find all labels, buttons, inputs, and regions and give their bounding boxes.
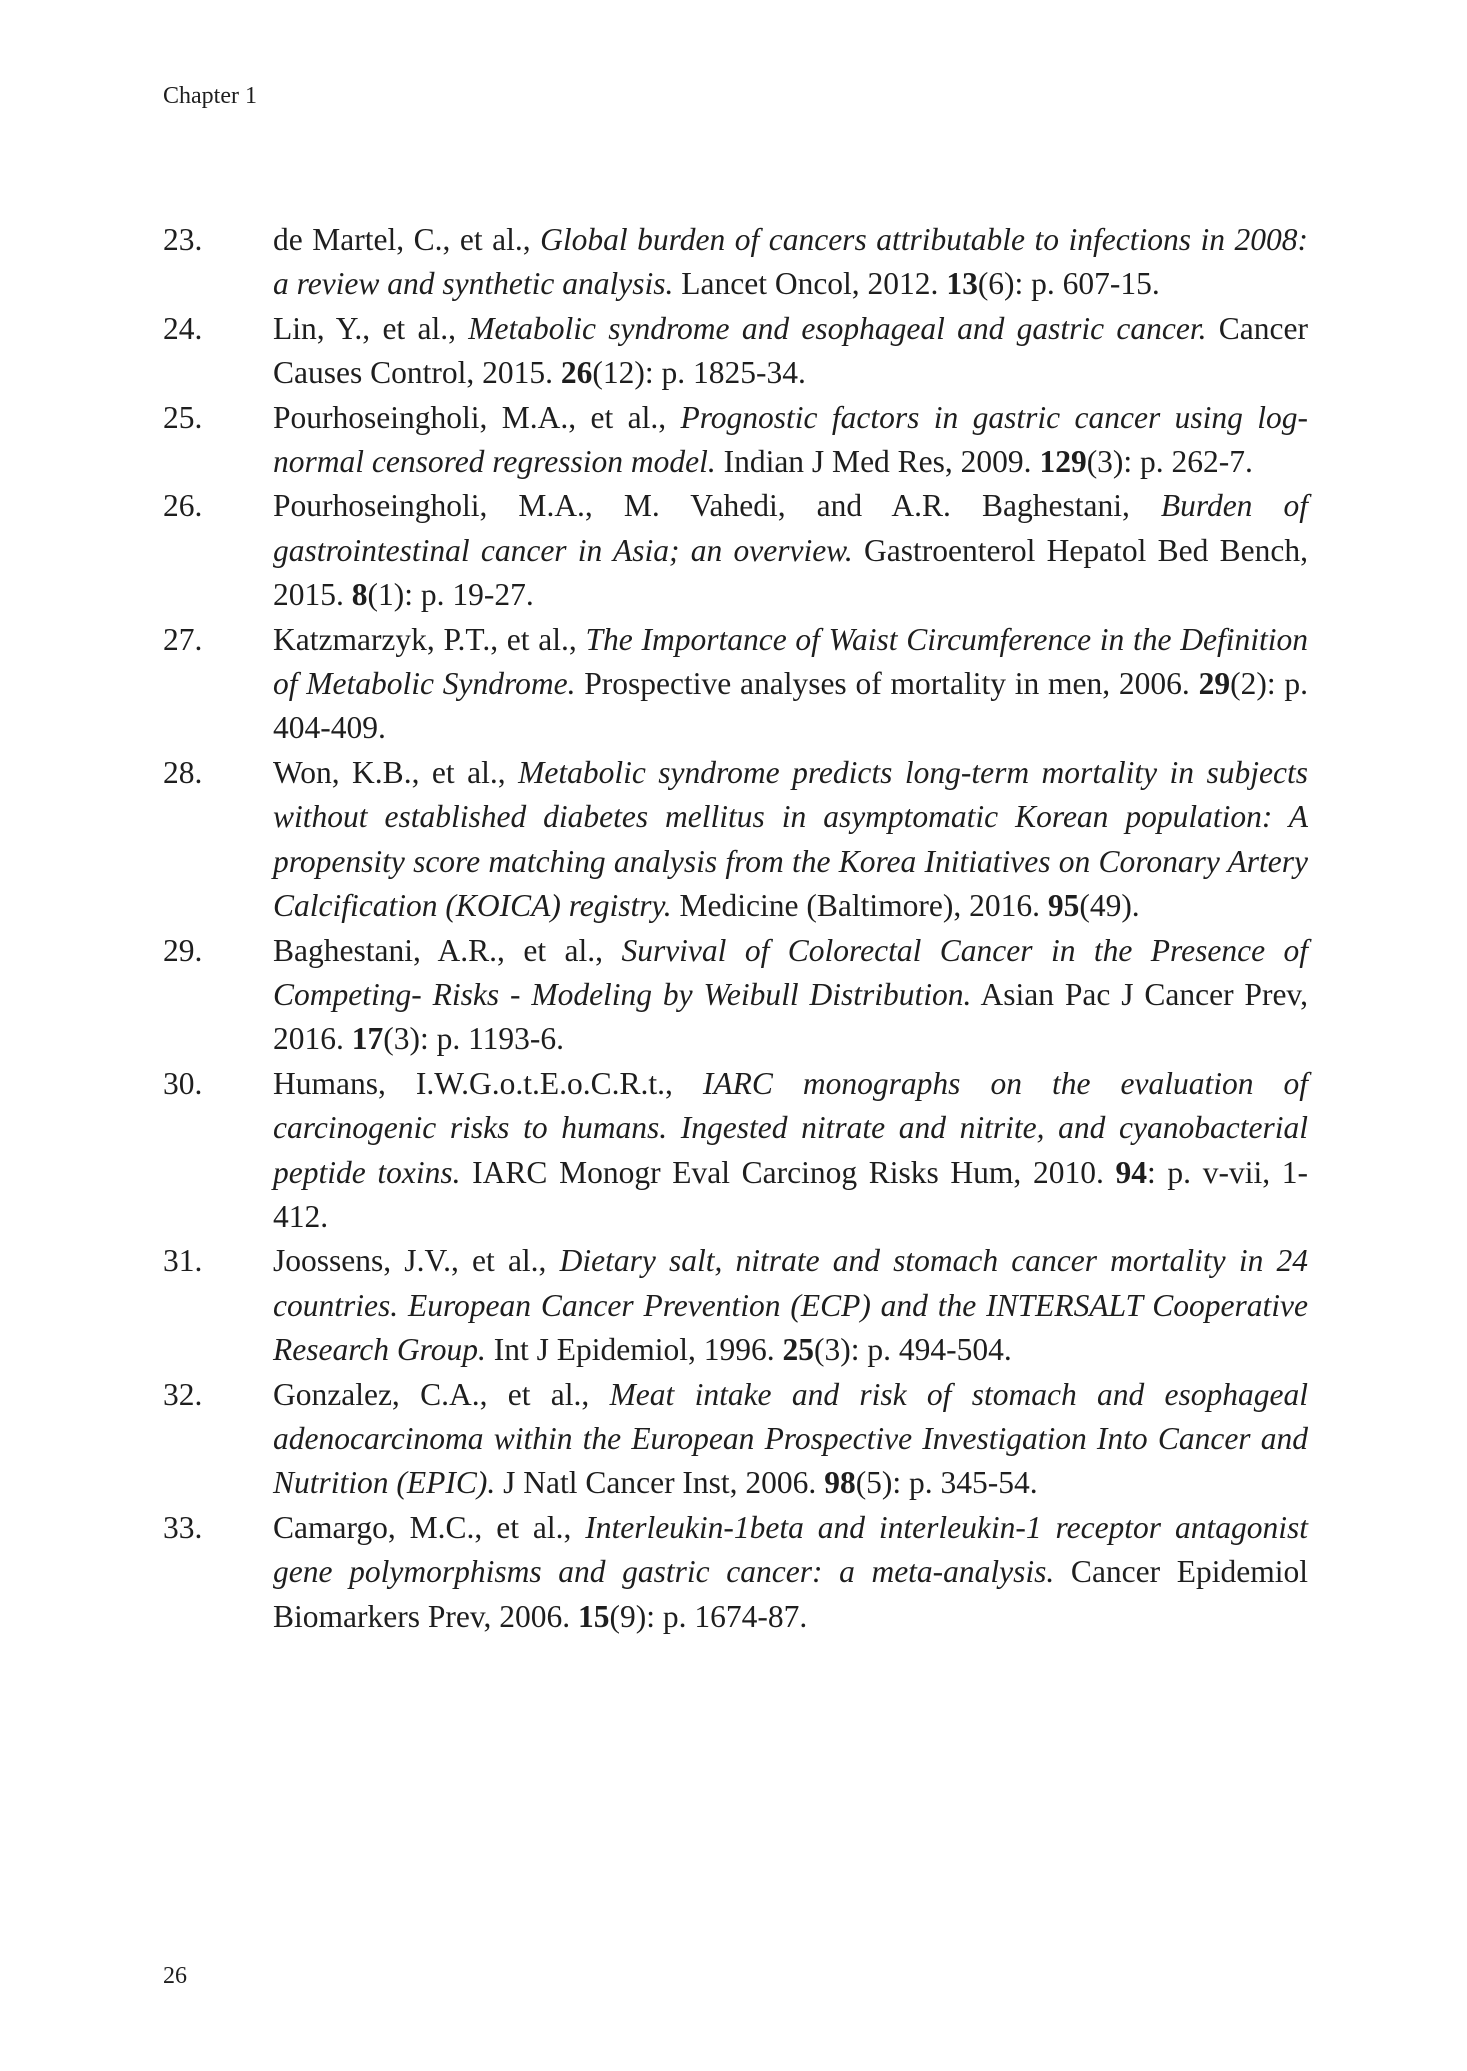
reference-title: Metabolic syndrome predicts long-term mortality in subjects without established diabetes mellitus in asymptomatic Korean population: A propensity score matching analysis from the Korea Initiatives on Coronary Artery Calcification (KOICA) registry. bbox=[273, 754, 1308, 924]
reference-list bbox=[163, 218, 1308, 1639]
reference-item bbox=[163, 307, 1308, 396]
reference-journal: Lancet Oncol, 2012. bbox=[673, 266, 947, 302]
reference-authors: Lin, Y., et al., bbox=[273, 310, 469, 346]
reference-pages: (3): p. 494-504. bbox=[813, 1332, 1012, 1368]
reference-title: Metabolic syndrome and esophageal and gastric cancer. bbox=[468, 310, 1207, 346]
reference-item bbox=[163, 618, 1308, 751]
reference-authors: Baghestani, A.R., et al., bbox=[273, 932, 622, 968]
reference-item bbox=[163, 218, 1308, 307]
page-number: 26 bbox=[163, 1963, 187, 1989]
reference-title: Prognostic factors in gastric cancer using log-normal censored regression model. bbox=[273, 399, 1308, 480]
reference-number: 30. bbox=[163, 1065, 203, 1101]
reference-item bbox=[163, 929, 1308, 1062]
running-head: Chapter 1 bbox=[163, 83, 257, 109]
reference-journal: Cancer Epidemiol Biomarkers Prev, 2006. bbox=[273, 1554, 1308, 1634]
reference-number: 33. bbox=[163, 1509, 203, 1545]
reference-volume: 25 bbox=[782, 1332, 814, 1368]
reference-pages: (49). bbox=[1079, 888, 1140, 924]
reference-journal: Cancer Causes Control, 2015. bbox=[273, 310, 1308, 391]
reference-pages: (6): p. 607-15. bbox=[977, 266, 1160, 302]
reference-item bbox=[163, 1373, 1308, 1506]
reference-journal: Prospective analyses of mortality in men, 2006. bbox=[575, 666, 1199, 702]
reference-authors: Pourhoseingholi, M.A., et al., bbox=[273, 399, 681, 435]
reference-title: Dietary salt, nitrate and stomach cancer mortality in 24 countries. European Cancer Prevention (ECP) and the INTERSALT Cooperative Research Group. bbox=[273, 1243, 1308, 1368]
reference-number: 23. bbox=[163, 222, 203, 257]
reference-pages: (9): p. 1674-87. bbox=[609, 1598, 808, 1634]
reference-volume: 8 bbox=[351, 577, 368, 613]
reference-item bbox=[163, 1239, 1308, 1372]
reference-authors: Won, K.B., et al., bbox=[273, 754, 519, 790]
reference-journal: Int J Epidemiol, 1996. bbox=[485, 1332, 783, 1368]
reference-number: 26. bbox=[163, 488, 203, 524]
reference-item bbox=[163, 484, 1308, 617]
reference-text bbox=[273, 751, 1308, 929]
reference-volume: 95 bbox=[1047, 888, 1080, 924]
reference-text bbox=[273, 1062, 1308, 1240]
reference-authors: Gonzalez, C.A., et al., bbox=[273, 1376, 610, 1412]
reference-text bbox=[273, 307, 1308, 396]
reference-volume: 17 bbox=[351, 1021, 384, 1057]
reference-authors: Joossens, J.V., et al., bbox=[273, 1243, 560, 1279]
reference-authors: Camargo, M.C., et al., bbox=[273, 1509, 586, 1545]
reference-volume: 13 bbox=[946, 266, 978, 302]
reference-text bbox=[273, 484, 1308, 617]
reference-journal: Indian J Med Res, 2009. bbox=[715, 444, 1040, 480]
reference-text bbox=[273, 1239, 1308, 1372]
reference-volume: 98 bbox=[824, 1465, 856, 1501]
reference-title: Interleukin-1beta and interleukin-1 receptor antagonist gene polymorphisms and gastric cancer: a meta-analysis. bbox=[273, 1509, 1308, 1590]
reference-volume: 94 bbox=[1115, 1154, 1148, 1190]
reference-title: Burden of gastrointestinal cancer in Asia; an overview. bbox=[273, 488, 1308, 568]
reference-number: 32. bbox=[163, 1376, 203, 1412]
reference-pages: (2): p. 404-409. bbox=[273, 666, 1308, 746]
reference-volume: 29 bbox=[1198, 666, 1231, 702]
reference-journal: Gastroenterol Hepatol Bed Bench, 2015. bbox=[273, 532, 1308, 613]
reference-journal: Asian Pac J Cancer Prev, 2016. bbox=[273, 976, 1308, 1057]
reference-item bbox=[163, 396, 1308, 485]
reference-pages: : p. v-vii, 1-412. bbox=[273, 1154, 1308, 1234]
reference-item bbox=[163, 1062, 1308, 1240]
reference-title: IARC monographs on the evaluation of carcinogenic risks to humans. Ingested nitrate and nitrite, and cyanobacterial peptide toxins. bbox=[273, 1065, 1309, 1190]
reference-number: 24. bbox=[163, 310, 203, 346]
reference-pages: (3): p. 262-7. bbox=[1086, 444, 1253, 480]
reference-authors: Humans, I.W.G.o.t.E.o.C.R.t., bbox=[273, 1065, 703, 1101]
reference-number: 31. bbox=[163, 1243, 203, 1279]
reference-item bbox=[163, 751, 1308, 929]
reference-journal: J Natl Cancer Inst, 2006. bbox=[495, 1465, 825, 1501]
reference-title: Global burden of cancers attributable to infections in 2008: a review and synthetic analysis. bbox=[273, 222, 1308, 302]
reference-text bbox=[273, 396, 1308, 485]
reference-pages: (12): p. 1825-34. bbox=[592, 355, 806, 391]
reference-pages: (1): p. 19-27. bbox=[367, 577, 534, 613]
reference-authors: Katzmarzyk, P.T., et al., bbox=[273, 621, 586, 657]
reference-text bbox=[273, 1506, 1308, 1639]
reference-number: 28. bbox=[163, 754, 203, 790]
reference-pages: (5): p. 345-54. bbox=[855, 1465, 1038, 1501]
reference-text bbox=[273, 618, 1308, 751]
reference-volume: 15 bbox=[578, 1598, 610, 1634]
reference-text bbox=[273, 929, 1308, 1062]
reference-authors: de Martel, C., et al., bbox=[273, 222, 541, 257]
reference-volume: 26 bbox=[560, 355, 593, 391]
reference-text bbox=[273, 218, 1308, 307]
reference-title: The Importance of Waist Circumference in the Definition of Metabolic Syndrome. bbox=[273, 621, 1308, 702]
reference-item bbox=[163, 1506, 1308, 1639]
reference-text bbox=[273, 1373, 1308, 1506]
reference-volume: 129 bbox=[1039, 444, 1087, 480]
reference-number: 27. bbox=[163, 621, 203, 657]
reference-number: 25. bbox=[163, 399, 203, 435]
reference-title: Survival of Colorectal Cancer in the Presence of Competing- Risks - Modeling by Weibull Distribution. bbox=[273, 932, 1308, 1012]
reference-title: Meat intake and risk of stomach and esophageal adenocarcinoma within the European Prospective Investigation Into Cancer and Nutrition (EPIC). bbox=[273, 1376, 1308, 1501]
reference-authors: Pourhoseingholi, M.A., M. Vahedi, and A.R. Baghestani, bbox=[273, 488, 1161, 524]
reference-pages: (3): p. 1193-6. bbox=[383, 1021, 565, 1057]
reference-journal: Medicine (Baltimore), 2016. bbox=[671, 888, 1048, 924]
reference-journal: IARC Monogr Eval Carcinog Risks Hum, 2010. bbox=[460, 1154, 1116, 1190]
reference-number: 29. bbox=[163, 932, 203, 968]
